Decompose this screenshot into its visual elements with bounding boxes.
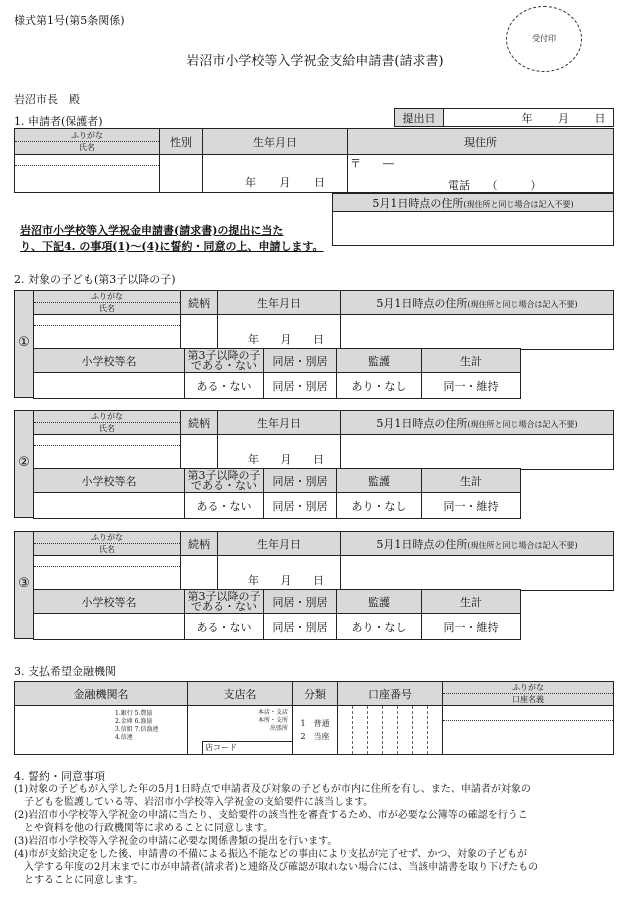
branch-name-header: 支店名 [188,682,293,706]
school-name-field[interactable] [34,373,185,399]
child-may1-field[interactable] [341,315,614,350]
postal-mark: 〒 ― [350,157,394,170]
child-birthdate-field[interactable]: 年 月 日 [218,315,341,350]
applicant-name-field[interactable] [15,155,160,193]
custody-header: 監護 [337,349,422,373]
child-marker: ③ [18,576,30,591]
may1-address-table [332,193,614,246]
child-table-bottom [33,589,521,640]
branch-name-field[interactable]: 本店・支店 本所・支所 出張所 店コード [188,706,293,755]
relation-header: 続柄 [181,532,218,556]
school-name-header: 小学校等名 [34,469,185,493]
account-type-field[interactable]: 1 普通 2 当座 [293,706,338,755]
child-name-field[interactable] [34,435,181,470]
pledge-item: 子どもを監護している等、岩沼市小学校等入学祝金の支給要件に該当します。 [14,797,374,808]
child-marker-cell [14,410,34,518]
section1-heading: 1. 申請者(保護者) [14,115,103,128]
livelihood-field[interactable]: 同一・維持 [422,373,521,399]
phone-label: 電話 （ ） [448,179,542,192]
submit-date-label: 提出日 [395,109,444,127]
submit-date-table [394,108,614,127]
child-birthdate-header: 生年月日 [218,532,341,556]
pledge-item: (4)市が支給決定をした後、申請書の不備による振込不能などの事由により支払が完了せず、かつ、対象の子どもが [14,849,527,860]
child-name-header: ふりがな 氏名 [34,291,181,315]
child-name-field[interactable] [34,315,181,350]
child-marker-cell [14,290,34,398]
livelihood-header: 生計 [422,349,521,373]
school-name-header: 小学校等名 [34,590,185,614]
child-may1-header: 5月1日時点の住所(現住所と同じ場合は記入不要) [341,532,614,556]
third-child-field[interactable]: ある・ない [185,493,264,519]
relation-field[interactable] [181,315,218,350]
page-title: 岩沼市小学校等入学祝金支給申請書(請求書) [186,54,444,69]
relation-header: 続柄 [181,291,218,315]
child-table-top [33,531,614,591]
livelihood-field[interactable]: 同一・維持 [422,493,521,519]
pledge-item: とすることに同意します。 [14,875,144,886]
birthdate-field[interactable]: 年 月 日 [203,155,348,193]
current-address-header: 現住所 [348,129,614,155]
pledge-item: とや資料を他の行政機関等に求めることに同意します。 [14,823,274,834]
may1-address-field[interactable] [333,212,614,246]
child-table-top [33,290,614,350]
birthdate-header: 生年月日 [203,129,348,155]
child-name-field[interactable] [34,556,181,591]
account-no-header: 口座番号 [338,682,443,706]
pledge-item: 入学する年度の2月末までに市が申請者(請求者)と連絡及び確認が取れない場合には、当該申請書を取り下げたもの [14,862,539,873]
account-holder-field[interactable] [443,706,614,755]
livelihood-field[interactable]: 同一・維持 [422,614,521,640]
custody-header: 監護 [337,590,422,614]
gender-header: 性別 [160,129,203,155]
child-name-header: ふりがな 氏名 [34,411,181,435]
account-holder-header: ふりがな 口座名義 [443,682,614,706]
child-birthdate-field[interactable]: 年 月 日 [218,435,341,470]
submit-date-field[interactable]: 年 月 日 [444,109,614,127]
child-name-header: ふりがな 氏名 [34,532,181,556]
child-birthdate-header: 生年月日 [218,411,341,435]
child-table-bottom [33,468,521,519]
category-header: 分類 [293,682,338,706]
child-birthdate-header: 生年月日 [218,291,341,315]
section4-heading: 4. 誓約・同意事項 [14,770,105,783]
pledge-item: (3)岩沼市小学校等入学祝金の申請に必要な関係書類の提出を行います。 [14,836,338,847]
third-child-header: 第3子以降の子 である・ない [185,469,264,493]
child-marker: ① [18,335,30,350]
custody-field[interactable]: あり・なし [337,493,422,519]
pledge-items [14,783,620,887]
livelihood-header: 生計 [422,590,521,614]
child-may1-field[interactable] [341,435,614,470]
child-table-bottom [33,348,521,399]
livelihood-header: 生計 [422,469,521,493]
child-may1-header: 5月1日時点の住所(現住所と同じ場合は記入不要) [341,411,614,435]
applicant-table [14,128,614,193]
child-birthdate-field[interactable]: 年 月 日 [218,556,341,591]
may1-address-header: 5月1日時点の住所(現住所と同じ場合は記入不要) [333,194,614,212]
applicant-name-header: ふりがな 氏名 [15,129,160,155]
third-child-header: 第3子以降の子 である・ない [185,590,264,614]
bank-table [14,681,614,755]
pledge-item: (2)岩沼市小学校等入学祝金の申請に当たり、支給要件の該当性を審査するため、市が必要な公簿等の確認を行うこ [14,810,528,821]
school-name-field[interactable] [34,493,185,519]
child-may1-header: 5月1日時点の住所(現住所と同じ場合は記入不要) [341,291,614,315]
form-number: 様式第1号(第5条関係) [14,14,125,27]
custody-field[interactable]: あり・なし [337,614,422,640]
child-marker-cell [14,531,34,639]
custody-field[interactable]: あり・なし [337,373,422,399]
relation-field[interactable] [181,556,218,591]
relation-header: 続柄 [181,411,218,435]
cohabit-field[interactable]: 同居・別居 [264,614,337,640]
cohabit-header: 同居・別居 [264,349,337,373]
section2-heading: 2. 対象の子ども(第3子以降の子) [14,273,176,286]
relation-field[interactable] [181,435,218,470]
current-address-field[interactable] [348,155,614,193]
third-child-field[interactable]: ある・ない [185,614,264,640]
institution-name-header: 金融機関名 [15,682,188,706]
section3-heading: 3. 支払希望金融機関 [14,665,116,678]
addressee: 岩沼市長 殿 [14,93,80,106]
third-child-header: 第3子以降の子 である・ない [185,349,264,373]
cohabit-field[interactable]: 同居・別居 [264,493,337,519]
pledge-line2: り、下記4. の事項(1)～(4)に誓約・同意の上、申請します。 [20,240,324,253]
school-name-field[interactable] [34,614,185,640]
cohabit-field[interactable]: 同居・別居 [264,373,337,399]
cohabit-header: 同居・別居 [264,469,337,493]
child-table-top [33,410,614,470]
pledge-line1: 岩沼市小学校等入学祝金申請書(請求書)の提出に当た [20,224,284,237]
branch-code-label: 店コード [205,743,237,752]
third-child-field[interactable]: ある・ない [185,373,264,399]
cohabit-header: 同居・別居 [264,590,337,614]
gender-field[interactable] [160,155,203,193]
receipt-stamp-label: 受付印 [532,34,556,43]
child-may1-field[interactable] [341,556,614,591]
custody-header: 監護 [337,469,422,493]
pledge-item: (1)対象の子どもが入学した年の5月1日時点で申請者及び対象の子どもが市内に住所を有し、また、申請者が対象の [14,784,531,795]
school-name-header: 小学校等名 [34,349,185,373]
institution-name-field[interactable]: 1.銀行 5.農協 2.金庫 6.漁協 3.信組 7.信漁連 4.信連 [15,706,188,755]
child-marker: ② [18,455,30,470]
account-number-field[interactable] [338,706,443,755]
